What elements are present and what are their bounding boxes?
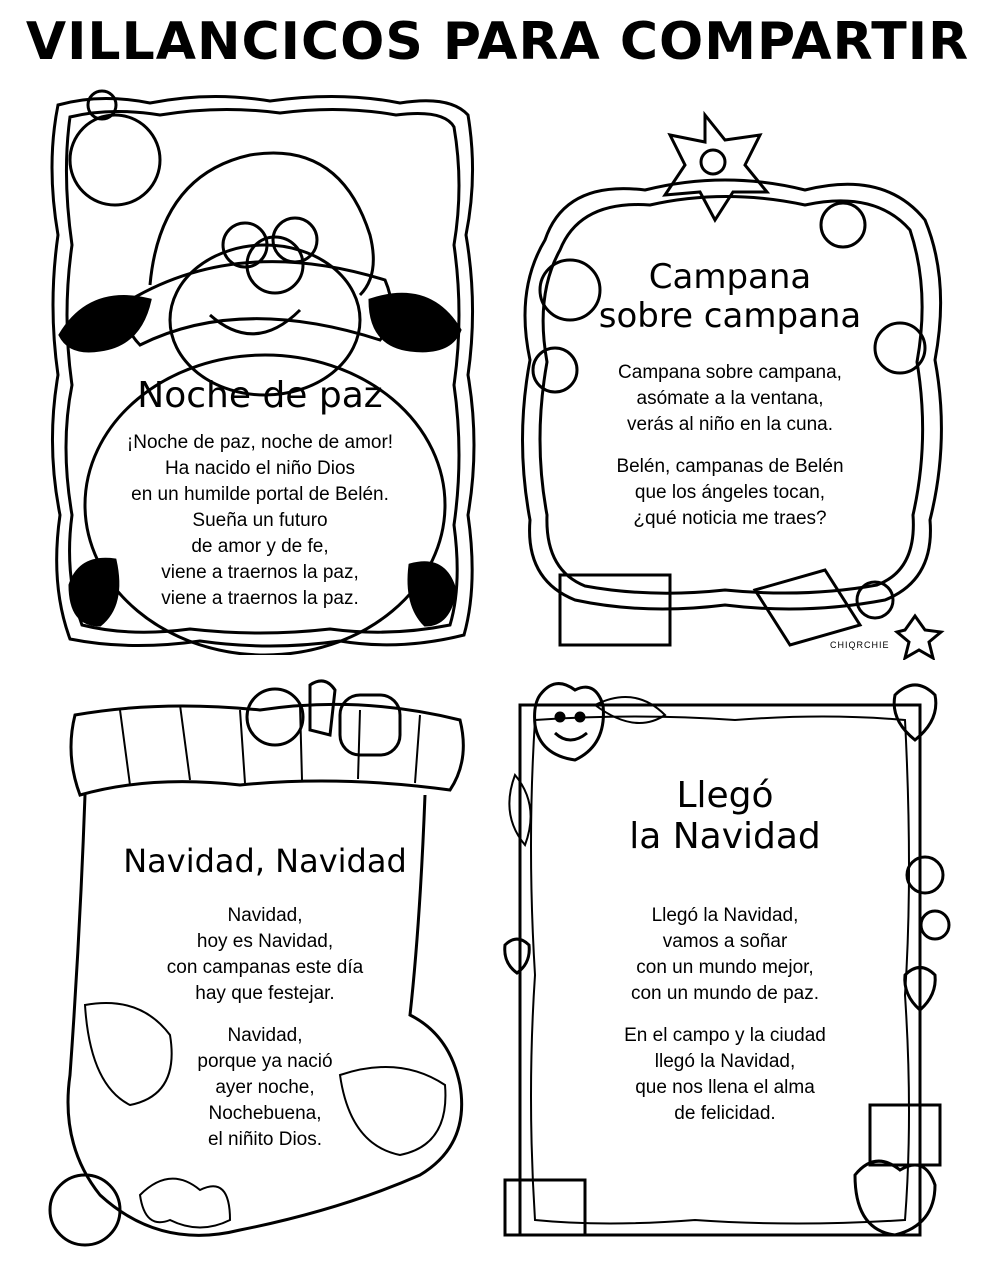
lyrics-campana <box>545 360 915 548</box>
lyric-line: Ha nacido el niño Dios <box>164 458 356 479</box>
lyric-line: hoy es Navidad, <box>196 931 334 952</box>
lyric-line: ayer noche, <box>215 1077 315 1098</box>
lyric-line: Belén, campanas de Belén <box>616 456 844 477</box>
lyric-line: con un mundo mejor, <box>636 957 814 978</box>
title-line: sobre campana <box>598 296 862 337</box>
song-title-noche-de-paz <box>100 375 420 416</box>
lyric-line: Nochebuena, <box>208 1103 322 1124</box>
lyric-line: que los ángeles tocan, <box>634 482 826 503</box>
lyric-line: En el campo y la ciudad <box>624 1025 826 1046</box>
panel-navidad-navidad <box>40 675 490 1260</box>
title-line: la Navidad <box>629 816 821 858</box>
stanza <box>100 1023 430 1153</box>
lyric-line: con campanas este día <box>166 957 364 978</box>
lyric-line: de amor y de fe, <box>191 536 329 557</box>
song-title-campana <box>545 258 915 336</box>
lyric-line: de felicidad. <box>674 1103 776 1124</box>
lyrics-noche-de-paz <box>100 430 420 628</box>
lyric-line: ¡Noche de paz, noche de amor! <box>126 432 394 453</box>
page-title: VILLANCICOS PARA COMPARTIR <box>25 12 970 72</box>
lyric-line: que nos llena el alma <box>635 1077 815 1098</box>
title-line: Noche de paz <box>137 375 383 416</box>
stanza <box>545 360 915 438</box>
lyric-line: porque ya nació <box>197 1051 333 1072</box>
lyrics-navidad <box>100 903 430 1169</box>
title-line: Navidad, Navidad <box>123 842 407 880</box>
lyric-line: viene a traernos la paz, <box>161 562 359 583</box>
song-title-llego <box>565 775 885 858</box>
lyric-line: Llegó la Navidad, <box>651 905 799 926</box>
lyric-line: llegó la Navidad, <box>654 1051 796 1072</box>
lyric-line: hay que festejar. <box>195 983 335 1004</box>
lyric-line: el niñito Dios. <box>207 1129 323 1150</box>
lyric-line: en un humilde portal de Belén. <box>131 484 389 505</box>
lyric-line: con un mundo de paz. <box>630 983 820 1004</box>
lyrics-llego <box>565 903 885 1143</box>
lyric-line: viene a traernos la paz. <box>161 588 359 609</box>
lyric-line: asómate a la ventana, <box>636 388 824 409</box>
artist-signature: CHIQRCHIE <box>830 640 890 650</box>
lyric-line: Sueña un futuro <box>192 510 328 531</box>
lyric-line: Campana sobre campana, <box>618 362 842 383</box>
lyric-line: Navidad, <box>227 1025 303 1046</box>
stanza <box>545 454 915 532</box>
lyric-line: verás al niño en la cuna. <box>627 414 833 435</box>
stanza <box>100 430 420 612</box>
lyric-line: vamos a soñar <box>662 931 788 952</box>
song-title-navidad <box>80 843 450 880</box>
panel-llego-la-navidad <box>495 675 955 1260</box>
title-line: Campana <box>648 257 812 297</box>
lyric-line: Navidad, <box>227 905 303 926</box>
panel-campana-sobre-campana <box>505 100 955 660</box>
title-line: Llegó <box>676 775 774 816</box>
stanza <box>565 903 885 1007</box>
lyric-line: ¿qué noticia me traes? <box>633 508 827 529</box>
panel-noche-de-paz <box>40 85 480 655</box>
stanza <box>100 903 430 1007</box>
stanza <box>565 1023 885 1127</box>
